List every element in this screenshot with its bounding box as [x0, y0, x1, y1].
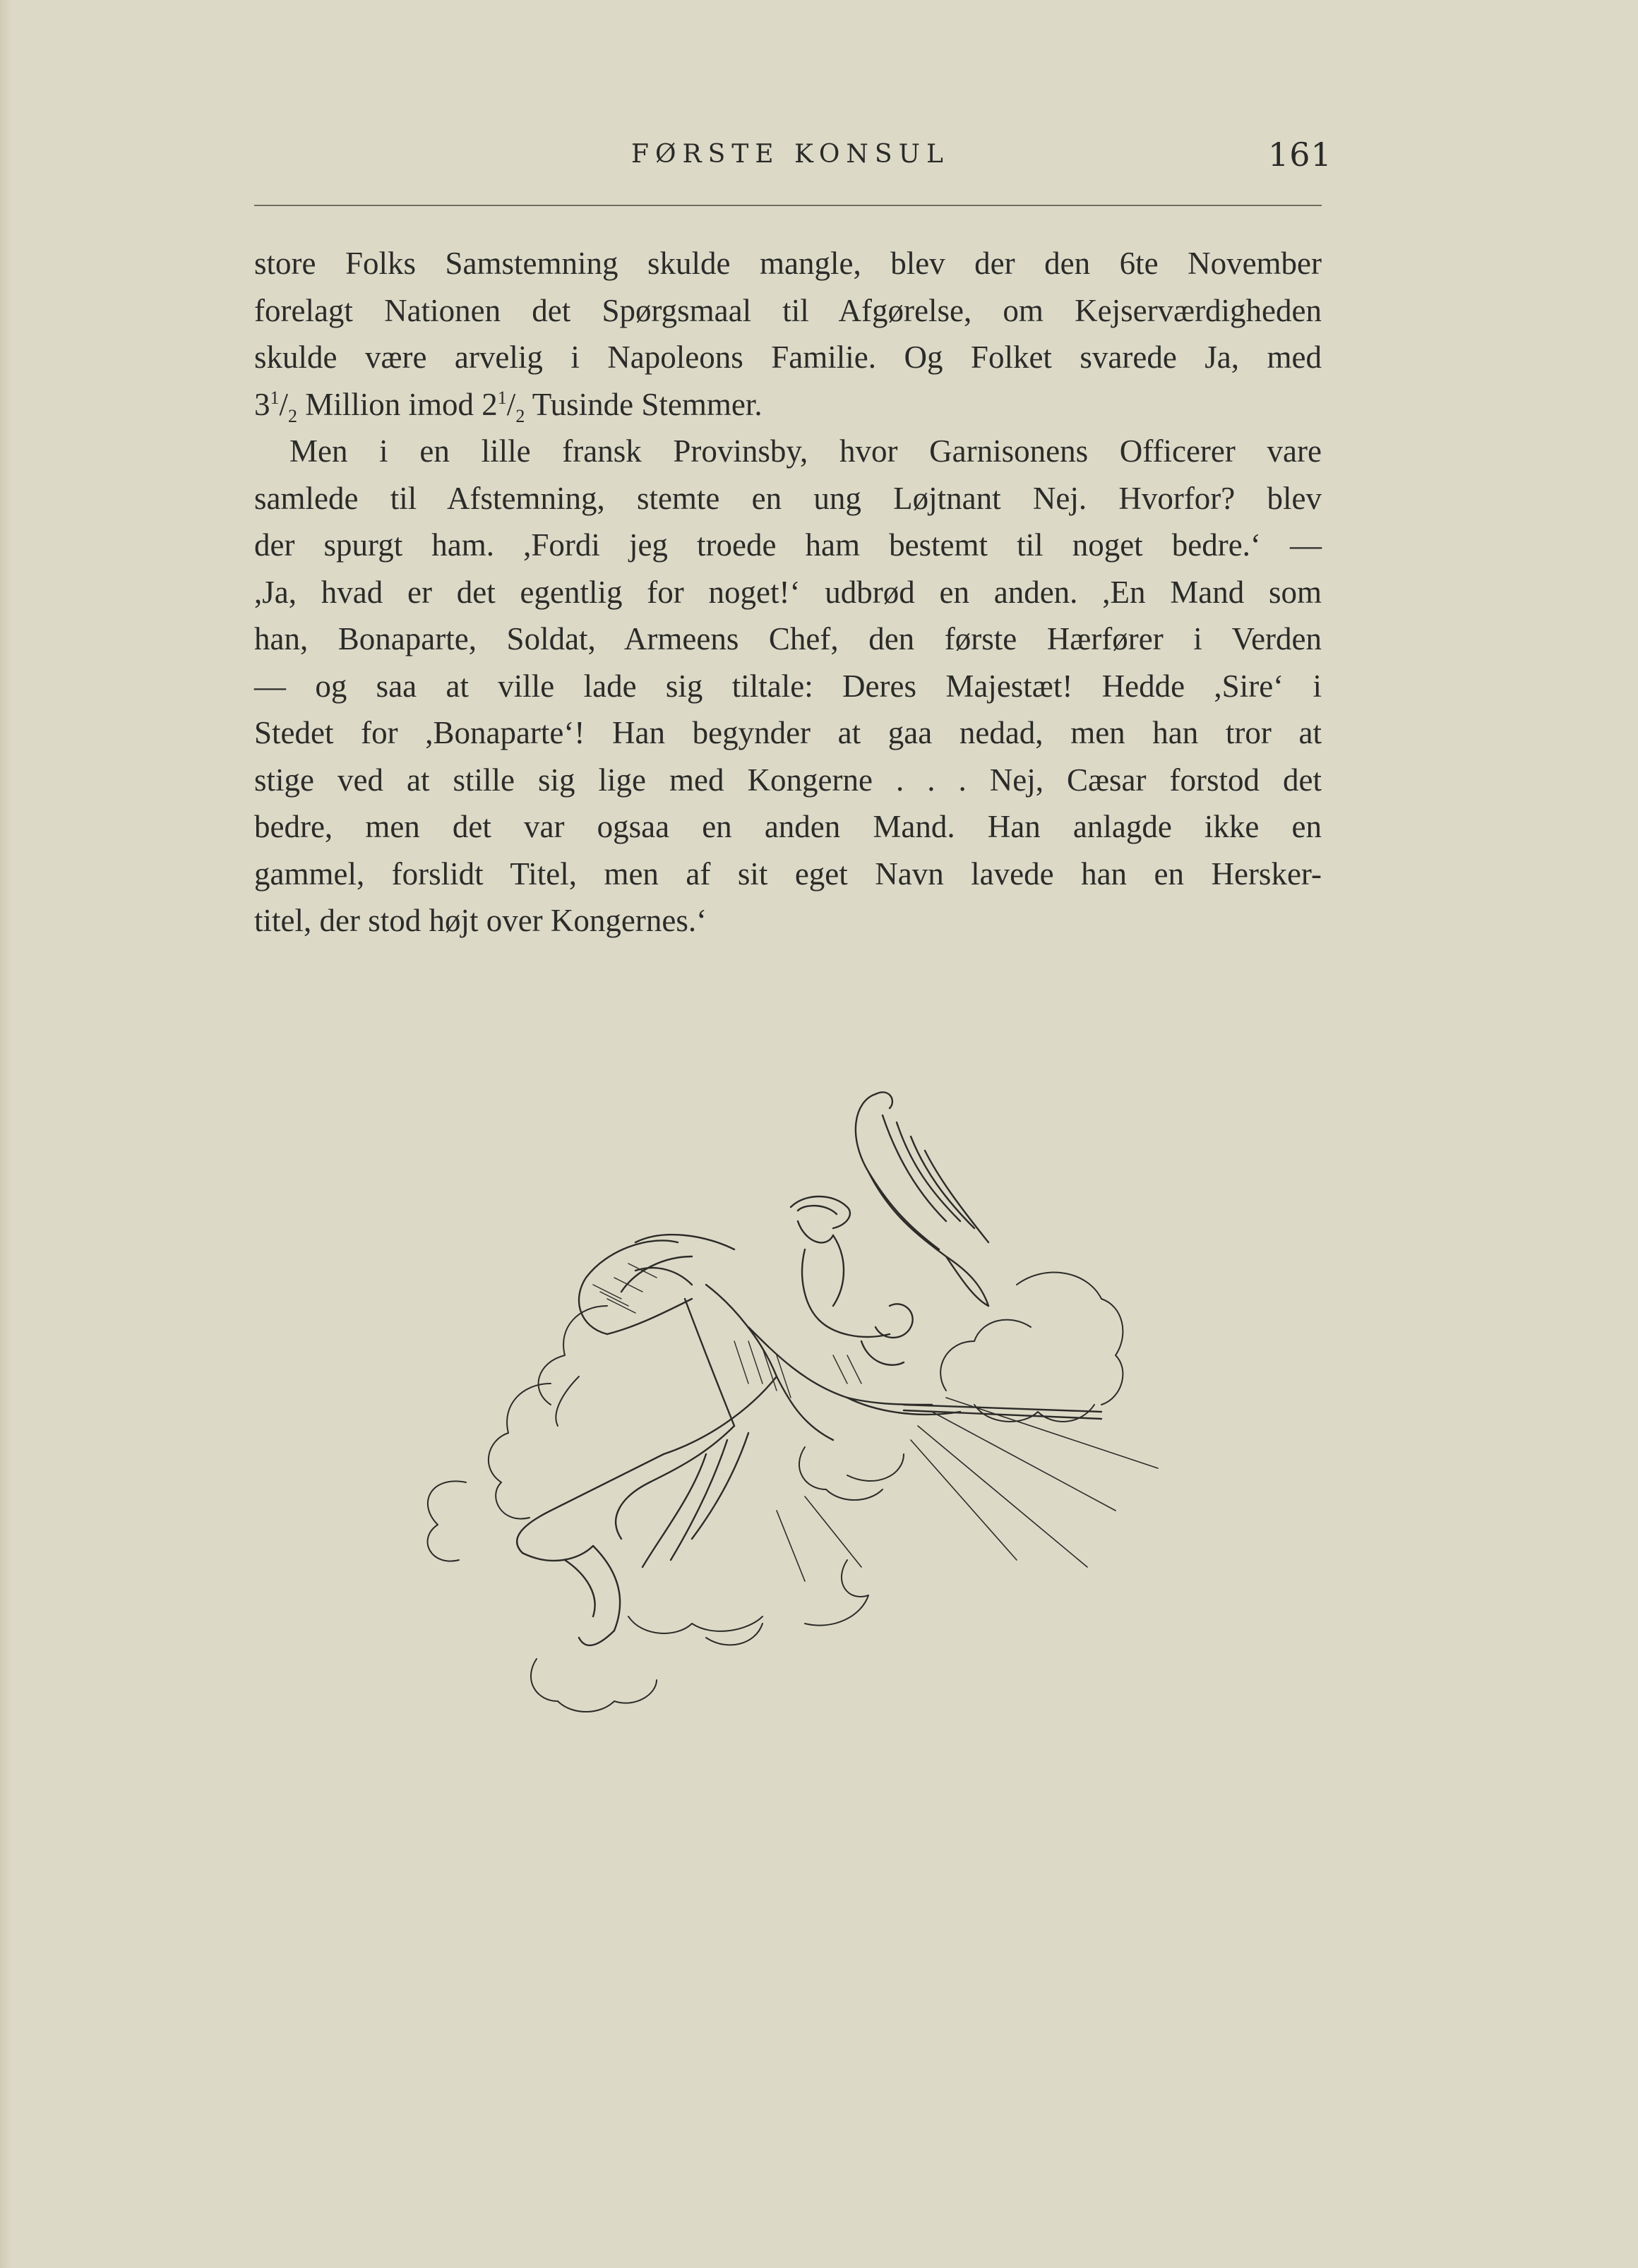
- text-line: han, Bonaparte, Soldat, Armeens Chef, den første Hærfører i Verden: [254, 621, 1322, 656]
- wing: [856, 1092, 988, 1306]
- running-head-title: FØRSTE KONSUL: [631, 140, 950, 169]
- header-rule: [254, 205, 1322, 206]
- paragraph-2: [254, 428, 1322, 944]
- drapery-texture: [593, 1264, 861, 1398]
- text-line: stige ved at stille sig lige med Kongerne . . . Nej, Cæsar forstod det: [254, 762, 1322, 798]
- light-rays: [777, 1398, 1158, 1581]
- text-line: gammel, forslidt Titel, men af sit eget Navn lavede han en Hersker-: [254, 856, 1322, 892]
- text-line: forelagt Nationen det Spørgsmaal til Afgørelse, om Kejserværdigheden: [254, 292, 1322, 328]
- body-text: [254, 240, 1322, 944]
- text-line: Men i en lille fransk Provinsby, hvor Garnisonens Officerer vare: [289, 433, 1322, 469]
- text-segment: Tusinde Stemmer.: [525, 386, 763, 422]
- fraction-numerator: 1: [270, 387, 280, 408]
- fraction-numerator: 1: [497, 387, 507, 408]
- fraction-denominator: 2: [515, 405, 525, 426]
- fraction-whole: 3: [254, 386, 270, 422]
- text-line: titel, der stod højt over Kongernes.‘: [254, 903, 707, 938]
- text-line: Stedet for ,Bonaparte‘! Han begynder at gaa nedad, men han tror at: [254, 715, 1322, 750]
- text-line: — og saa at ville lade sig tiltale: Deres Majestæt! Hedde ,Sire‘ i: [254, 668, 1322, 704]
- text-line: bedre, men det var ogsaa en anden Mand. Han anlagde ikke en: [254, 809, 1322, 844]
- text-line: skulde være arvelig i Napoleons Familie. Og Folket svarede Ja, med: [254, 340, 1322, 375]
- text-segment: Million imod: [297, 386, 482, 422]
- text-line: $3^1/_2$ Million imod $2^1/_2$ Tusinde Stemmer.: [254, 386, 763, 426]
- text-line: ,Ja, hvad er det egentlig for noget!‘ udbrød en anden. ,En Mand som: [254, 574, 1322, 610]
- paragraph-1: [254, 240, 1322, 428]
- winged-victory-on-clouds-engraving-icon: [311, 1073, 1257, 1772]
- text-line: samlede til Afstemning, stemte en ung Løjtnant Nej. Hvorfor? blev: [254, 480, 1322, 516]
- running-head: [0, 138, 1638, 181]
- page-binding-edge: [0, 0, 13, 2268]
- page-number: 161: [1268, 136, 1332, 174]
- text-line: der spurgt ham. ,Fordi jeg troede ham bestemt til noget bedre.‘ —: [254, 527, 1322, 563]
- cloud-outlines: [428, 1273, 1123, 1712]
- text-line: store Folks Samstemning skulde mangle, blev der den 6te November: [254, 246, 1322, 281]
- fraction-denominator: 2: [288, 405, 298, 426]
- fraction-whole: 2: [482, 386, 498, 422]
